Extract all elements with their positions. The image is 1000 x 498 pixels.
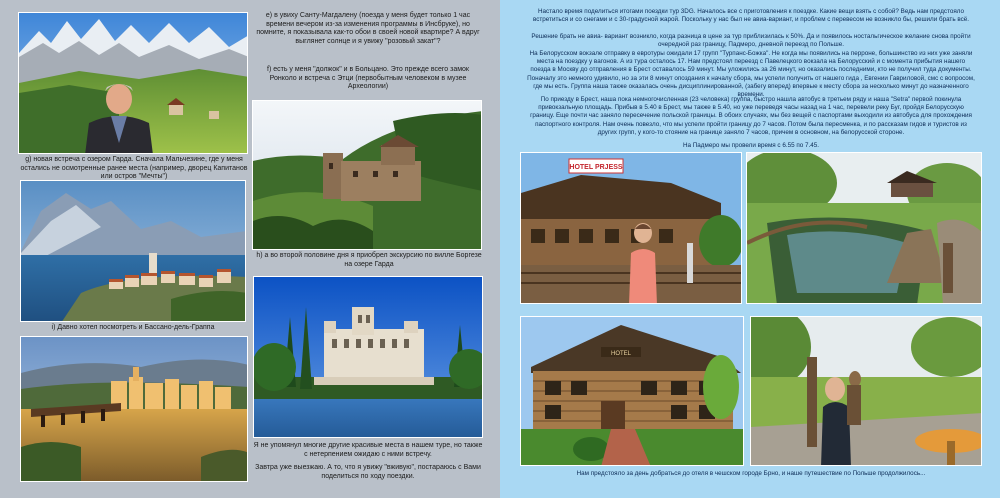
text-block-f: f) есть у меня "должок" и в Больцано. Это прежде всего замок Ронколо и встреча с Этци (первобытным человеком в музее Археологии) <box>267 66 469 90</box>
closing-text-1: Я не упомянул многие другие красивые места в нашем туре, но также с нетерпением ожидаю с ними встречу. <box>253 442 483 458</box>
hotel-sign-text-2: HOTEL <box>610 351 632 357</box>
text-block-d: e) в увиху Санту-Магдалену (поезда у меня будет только 1 час времени вечером из-за изменения программы в Инсбруке), но помните, я показывала как-то обои в своей новой квартире? А вдруг выглянет солнце и я увижу "розовый закат"? <box>256 12 480 45</box>
photo-bassano-del-grappa <box>20 336 248 482</box>
hotel-sign-text: HOTEL PRJESS <box>569 164 623 171</box>
trip-paragraph-5: На Падмеро мы провели время с 6.55 по 7.45. <box>682 142 820 149</box>
caption-bottom: Нам предстояло за день добраться до отеля в чешском городе Брно, и наше путешествие по Польше продолжилось... <box>576 470 926 477</box>
closing-text-2: Завтра уже выезжаю. А то, что я увижу "вживую", постараюсь с Вами поделиться по ходу поездки. <box>255 464 481 480</box>
photo-hotel-woman <box>520 152 742 304</box>
caption-h: h) а во второй половине дня я приобрел экскурсию по вилле Боргезе на озере Гарда <box>256 252 482 268</box>
caption-g: g) новая встреча с озером Гарда. Сначала Мальчезине, где у меня остались не осмотренные ранее места (например, дворец Капитанов или остров "Мечты") <box>20 156 248 180</box>
photo-castle-roncolo <box>252 100 482 250</box>
photo-garden-pond <box>746 152 982 304</box>
trip-paragraph-3: На Белорусском вокзале отправку в евротуры ожидали 17 групп "Турпанс-Божка". Не когда мы появились на перроне, большинство из них уже заняли места на поездку у вагонов. А из тура осталось 17. Нам предстоял переезд с Павелецкого вокзала на Белорусский и с момента прибытия нашего поезда в Москву до отправления в Брест оставалось 59 минут. Мы уложились за 26 минут, но оказались последними, кто не получил туда документы. Поначалу это немного удивило, но за эти 8 минут опоздания к началу сбора, мы успели получить от нашего гида , Евгении Гавриловой, смс с вопросом, где мы есть. Группа наша также оказалась очень дисциплинированной, (забегу вперед) впервые к месту сбора за несколько минут до назначенного времени. <box>527 50 975 99</box>
photo-garden-man-sitting <box>750 316 982 466</box>
trip-paragraph-4: По приезду в Брест, наша пока немногочисленная (23 человека) группа, быстро нашла автобус в третьем ряду и наша "Setra" первой покинула привокзальную площадь. Прибыв в 5.40 в Брест, мы также в 5.40, но уже переведя часы назад на 1 час, перевели реку Буг, пройдя Белорусскую границу. Еще почти час заняло пересечение польской границы. В обоих случаях, мы без вещей с паспортами выходили из автобуса для прохождения паспортного контроля. Нам очень повезло, что мы успели пройти границу до 7 часов. Потом была пересменка, и по рассказам гидов и туристов из других групп, у кого-то стояние на границе заняло 7 часов, причем в основном, на белорусской стороне. <box>530 96 972 136</box>
trip-paragraph-2: Решение брать не авиа- вариант возникло, когда разница в цене за тур приблизилась к 50%. Да и появилось ностальгическое желание снова пройти очередной раз границу, Падмеро, дневной переезд по Польше. <box>531 33 971 49</box>
photo-dolomites-man <box>18 12 248 154</box>
trip-paragraph-1: Настало время поделиться итогами поездки тур 3DG. Началось все с приготовления к поездке. Какие вещи взять с собой? Ведь нам предстояло встретиться и со снегами и с 30-градусной жарой. Поскольку у нас был не авиа-вариант, и проблем с перевесом не возникло бы, решили брать всё. <box>532 8 970 24</box>
photo-lake-garda-malcesine <box>20 180 246 322</box>
caption-i: i) Давно хотел посмотреть и Бассано-дель-Граппа <box>51 324 215 331</box>
right-page <box>500 0 1000 498</box>
photo-villa-garda <box>253 276 483 438</box>
photo-wooden-hotel <box>520 316 744 466</box>
